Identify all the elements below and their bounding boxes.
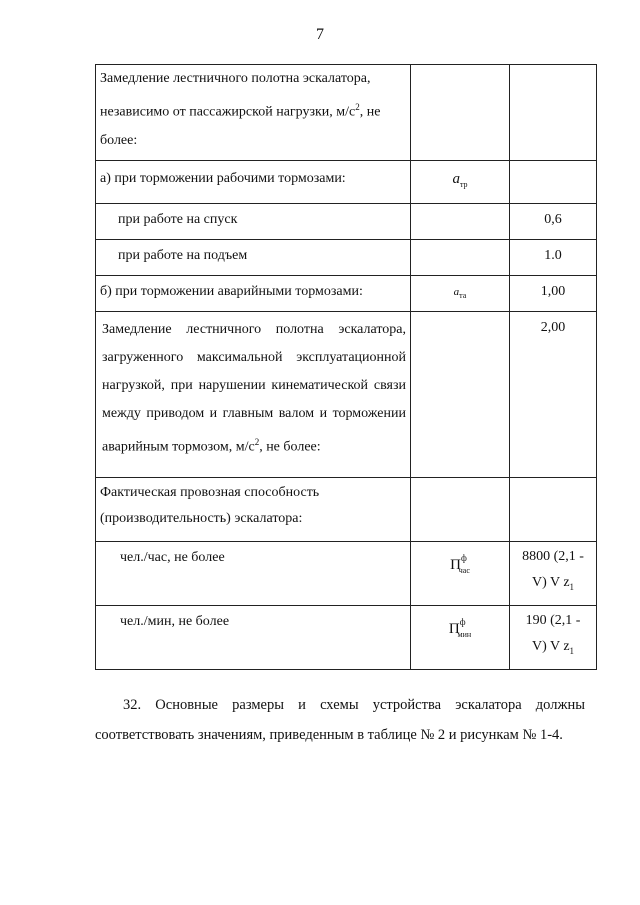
row-value — [510, 161, 597, 204]
row-symbol: $П^ф_{мин}$ — [411, 606, 510, 670]
table-row — [96, 65, 597, 161]
row-label: при работе на подъем — [96, 240, 411, 276]
page-number: 7 — [316, 26, 324, 43]
table-row — [96, 542, 597, 606]
row-symbol — [411, 204, 510, 240]
row-label: а) при торможении рабочими тормозами: — [96, 161, 411, 204]
row-symbol: $a_{та}$ — [411, 276, 510, 312]
row-value: 1.0 — [510, 240, 597, 276]
row-symbol — [411, 312, 510, 478]
table-row — [96, 478, 597, 542]
row-value: 8800 (2,1 - V) V $z_1$ — [510, 542, 597, 606]
table-row — [96, 240, 597, 276]
row-value: 190 (2,1 - V) V $z_1$ — [510, 606, 597, 670]
table-row — [96, 606, 597, 670]
table-row — [96, 204, 597, 240]
table-row — [96, 276, 597, 312]
row-value: 2,00 — [510, 312, 597, 478]
row-label: Фактическая провозная способность (производительность) эскалатора: — [96, 478, 411, 542]
row-value: 1,00 — [510, 276, 597, 312]
row-symbol — [411, 65, 510, 161]
row-label: Замедление лестничного полотна эскалатора, загруженного максимальной эксплуатационной нагрузкой, при нарушении кинематической связи между приводом и главным валом и торможении аварийным тормозом, $м/с^2$, не более: — [96, 312, 411, 478]
table-row — [96, 312, 597, 478]
row-label: чел./час, не более — [96, 542, 411, 606]
row-label: при работе на спуск — [96, 204, 411, 240]
row-value — [510, 478, 597, 542]
row-symbol: $П^ф_{час}$ — [411, 542, 510, 606]
table-row — [96, 161, 597, 204]
spec-table — [95, 64, 597, 670]
row-symbol — [411, 478, 510, 542]
row-symbol: $a_{тр}$ — [411, 161, 510, 204]
row-symbol — [411, 240, 510, 276]
row-value — [510, 65, 597, 161]
row-label: б) при торможении аварийными тормозами: — [96, 276, 411, 312]
paragraph-32: 32. Основные размеры и схемы устройства эскалатора должны соответствовать значениям, приведенным в таблице № 2 и рисункам № 1-4. — [95, 697, 585, 743]
row-label: чел./мин, не более — [96, 606, 411, 670]
row-label: Замедление лестничного полотна эскалатора, независимо от пассажирской нагрузки, $м/с^2$, не более: — [96, 65, 411, 161]
row-value: 0,6 — [510, 204, 597, 240]
